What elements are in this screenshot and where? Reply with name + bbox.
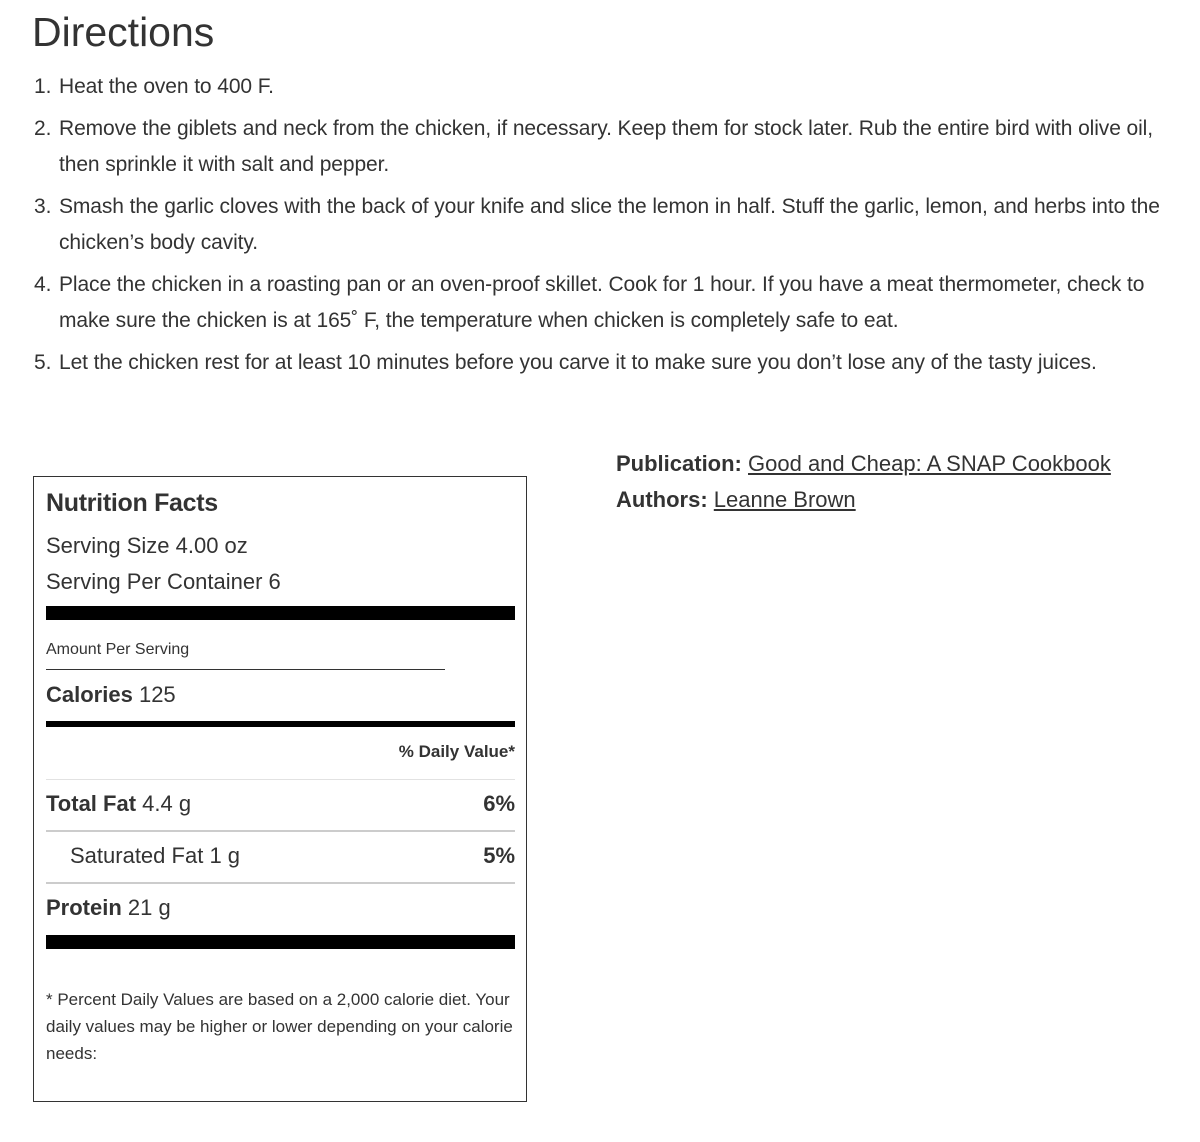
direction-step bbox=[34, 111, 1194, 183]
nutrient-label: Total Fat 4.4 g bbox=[46, 791, 192, 816]
nutrition-facts-panel bbox=[33, 476, 527, 1102]
daily-value-footnote: * Percent Daily Values are based on a 2,000 calorie diet. Your daily values may be higher or lower depending on your calorie needs: bbox=[46, 990, 513, 1063]
step-text: Smash the garlic cloves with the back of your knife and slice the lemon in half. Stuff the garlic, lemon, and herbs into the chicken’s body cavity. bbox=[59, 195, 1160, 254]
nutrition-divider-thick bbox=[46, 935, 515, 949]
nutrition-facts-title: Nutrition Facts bbox=[46, 489, 218, 517]
authors-line bbox=[616, 482, 1111, 518]
directions-heading: Directions bbox=[32, 9, 215, 55]
calories-value: 125 bbox=[138, 682, 176, 707]
servings-per-container: Serving Per Container 6 bbox=[46, 569, 281, 594]
nutrient-row-total-fat bbox=[46, 791, 515, 821]
step-number: 5. bbox=[34, 351, 52, 374]
nutrient-percent: 5% bbox=[483, 843, 515, 868]
amount-per-serving-label: Amount Per Serving bbox=[46, 641, 190, 658]
nutrient-row-saturated-fat bbox=[46, 843, 515, 873]
daily-value-header: % Daily Value* bbox=[398, 742, 515, 761]
row-divider bbox=[46, 779, 515, 780]
nutrition-divider-medium bbox=[46, 721, 515, 727]
step-number: 2. bbox=[34, 117, 52, 140]
direction-step bbox=[34, 267, 1194, 339]
step-number: 3. bbox=[34, 195, 52, 218]
publication-label: Publication: bbox=[616, 451, 742, 476]
calories-row bbox=[46, 682, 176, 708]
recipe-meta bbox=[616, 446, 1111, 518]
row-divider bbox=[46, 882, 515, 884]
step-number: 4. bbox=[34, 273, 52, 296]
step-text: Let the chicken rest for at least 10 minutes before you carve it to make sure you don’t lose any of the tasty juices. bbox=[59, 351, 1097, 374]
amount-divider bbox=[46, 669, 445, 670]
authors-label: Authors: bbox=[616, 487, 708, 512]
direction-step bbox=[34, 189, 1194, 261]
publication-line bbox=[616, 446, 1111, 482]
nutrition-divider-thick bbox=[46, 606, 515, 620]
nutrient-label: Protein 21 g bbox=[46, 895, 171, 920]
nutrient-row-protein bbox=[46, 895, 515, 925]
publication-link[interactable]: Good and Cheap: A SNAP Cookbook bbox=[748, 451, 1111, 476]
calories-label: Calories bbox=[46, 682, 133, 707]
direction-step bbox=[34, 345, 1194, 381]
directions-list bbox=[34, 69, 1194, 387]
row-divider bbox=[46, 830, 515, 832]
step-text: Remove the giblets and neck from the chicken, if necessary. Keep them for stock later. Rub the entire bird with olive oil, then sprinkle it with salt and pepper. bbox=[59, 117, 1153, 176]
step-text: Heat the oven to 400 F. bbox=[59, 75, 274, 98]
direction-step bbox=[34, 69, 1194, 105]
serving-size: Serving Size 4.00 oz bbox=[46, 533, 248, 558]
author-link[interactable]: Leanne Brown bbox=[713, 487, 856, 512]
step-text: Place the chicken in a roasting pan or an oven-proof skillet. Cook for 1 hour. If you have a meat thermometer, check to make sure the chicken is at 165˚ F, the temperature when chicken is completely safe to eat. bbox=[59, 273, 1145, 332]
step-number: 1. bbox=[34, 75, 52, 98]
nutrient-percent: 6% bbox=[483, 791, 515, 816]
nutrient-label: Saturated Fat 1 g bbox=[70, 843, 241, 868]
